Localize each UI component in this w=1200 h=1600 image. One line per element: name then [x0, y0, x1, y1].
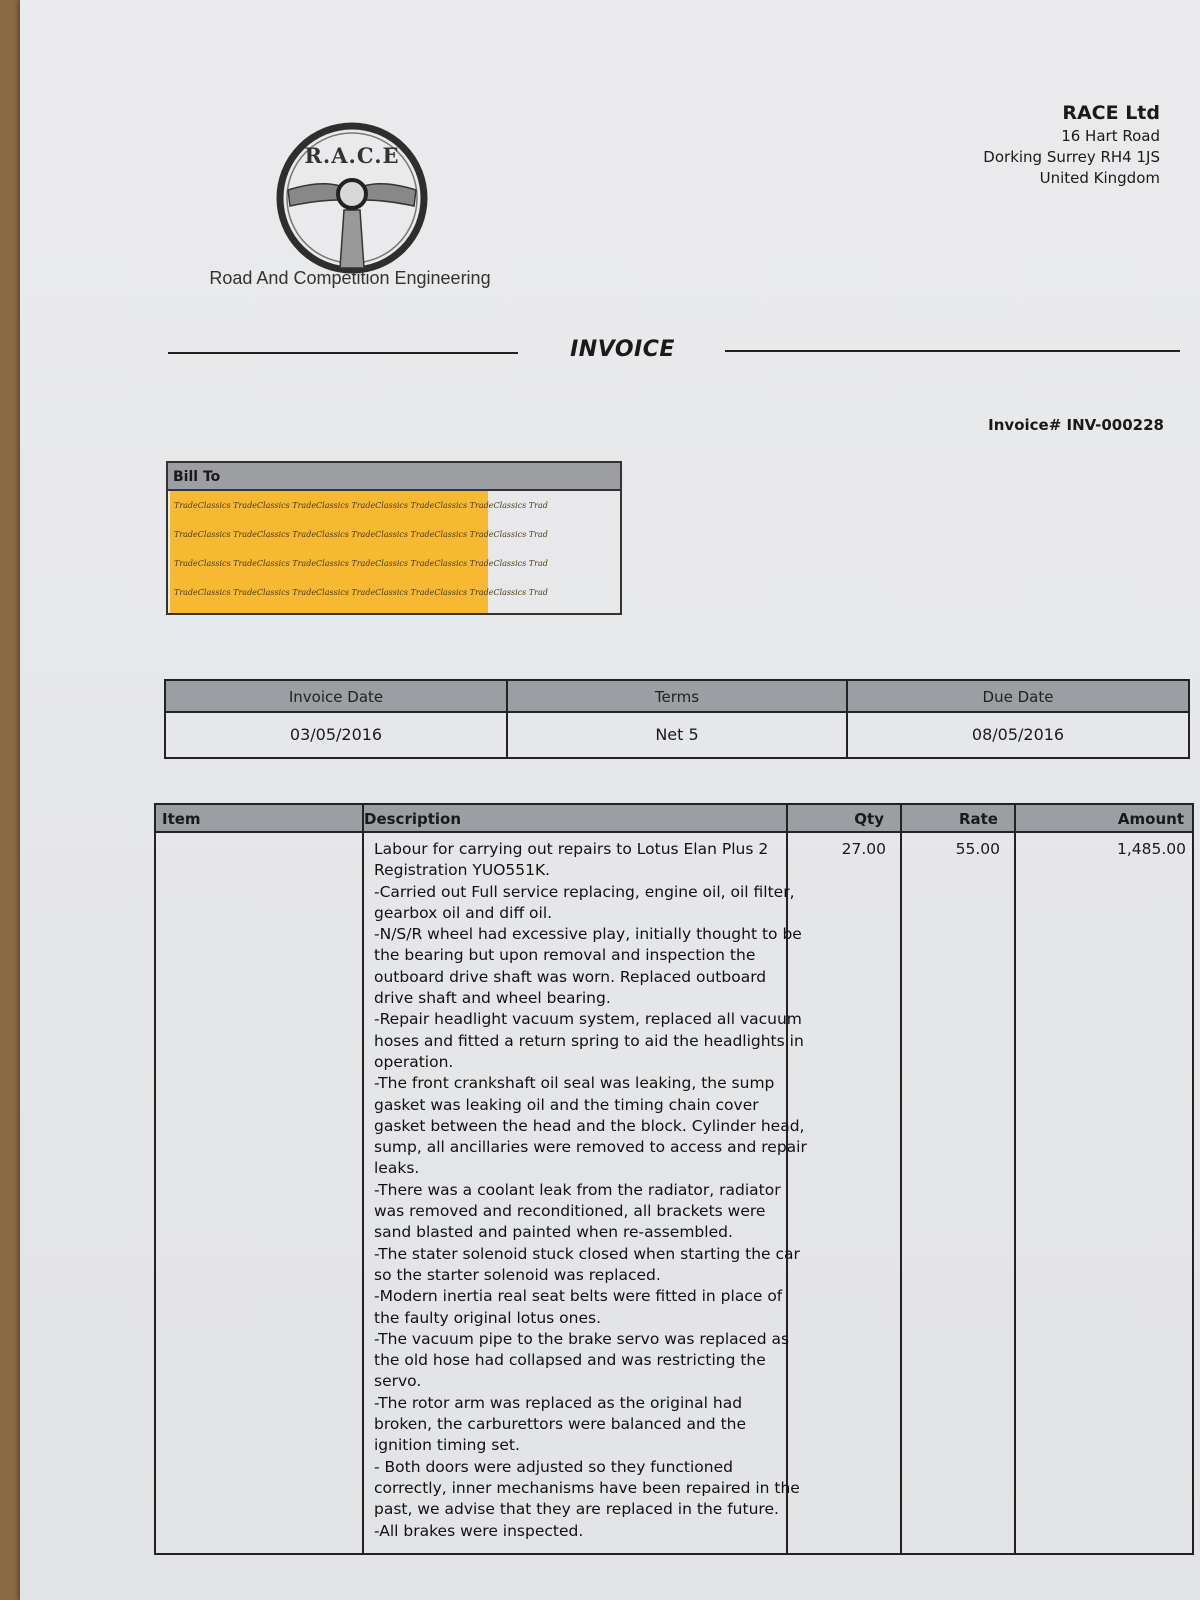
address-line-3: United Kingdom	[1039, 169, 1160, 187]
title-rule-left	[168, 352, 518, 354]
terms-header: Terms	[506, 681, 846, 713]
rate-column-header: Rate	[958, 810, 998, 828]
description-line: -All brakes were inspected.	[374, 1521, 584, 1540]
rate-value: 55.00	[955, 840, 1000, 858]
invoice-page	[20, 0, 1200, 1600]
description-line: -The rotor arm was replaced as the original had	[374, 1393, 743, 1412]
description-line: -Carried out Full service replacing, engine oil, oil filter,	[374, 882, 795, 901]
description-line: -The vacuum pipe to the brake servo was replaced as	[374, 1329, 790, 1348]
redaction-text: TradeClassics TradeClassics TradeClassics TradeClassics TradeClassics TradeClassics Trad	[174, 559, 548, 568]
bill-to-label: Bill To	[168, 463, 620, 491]
company-address-block	[840, 100, 1160, 189]
invoice-date-value: 03/05/2016	[289, 725, 383, 744]
description-line: -Modern inertia real seat belts were fitted in place of	[374, 1287, 783, 1306]
description-line: Registration YUO551K.	[374, 861, 551, 880]
description-line: -N/S/R wheel had excessive play, initially thought to be	[374, 925, 802, 944]
invoice-dates-table	[164, 679, 1190, 759]
description-line: the bearing but upon removal and inspection the	[374, 946, 756, 965]
title-rule-right	[725, 350, 1180, 352]
description-line: so the starter solenoid was replaced.	[374, 1265, 661, 1284]
description-line: was removed and reconditioned, all brackets were	[374, 1202, 766, 1221]
description-line: ignition timing set.	[374, 1436, 520, 1455]
description-line: hoses and fitted a return spring to aid the headlights in	[374, 1031, 804, 1050]
description-line: the old hose had collapsed and was restricting the	[374, 1351, 766, 1370]
line-items-table	[154, 803, 1194, 1555]
description-line: -There was a coolant leak from the radiator, radiator	[374, 1180, 781, 1199]
description-line: correctly, inner mechanisms have been repaired in the	[374, 1478, 800, 1497]
invoice-date-header: Invoice Date	[166, 681, 506, 713]
description-line: the faulty original lotus ones.	[374, 1308, 602, 1327]
address-line-2: Dorking Surrey RH4 1JS	[983, 148, 1160, 166]
description-line: -The front crankshaft oil seal was leaking, the sump	[374, 1074, 775, 1093]
description-line: sump, all ancillaries were removed to access and repair	[374, 1138, 807, 1157]
description-line: broken, the carburettors were balanced and the	[374, 1415, 747, 1434]
due-date-header: Due Date	[846, 681, 1188, 713]
description-line: gasket was leaking oil and the timing chain cover	[374, 1095, 759, 1114]
column-divider	[1014, 805, 1016, 1553]
description-line: sand blasted and painted when re-assembled.	[374, 1223, 733, 1242]
qty-value: 27.00	[841, 840, 886, 858]
description-line: gasket between the head and the block. Cylinder head,	[374, 1116, 805, 1135]
bill-to-box	[166, 461, 622, 615]
redaction-overlay	[170, 491, 548, 613]
line-items-header	[156, 805, 1192, 833]
terms-value: Net 5	[506, 713, 846, 757]
amount-value: 1,485.00	[1116, 840, 1186, 858]
invoice-number: Invoice# INV-000228	[988, 416, 1164, 434]
description-line: operation.	[374, 1052, 454, 1071]
redaction-text: TradeClassics TradeClassics TradeClassics TradeClassics TradeClassics TradeClassics Trad	[174, 530, 548, 539]
item-column-header: Item	[162, 810, 201, 828]
amount-column-header: Amount	[1117, 810, 1184, 828]
redaction-text: TradeClassics TradeClassics TradeClassics TradeClassics TradeClassics TradeClassics Trad	[174, 501, 548, 510]
logo-tagline: Road And Competition Engineering	[209, 268, 491, 288]
description-line: past, we advise that they are replaced in the future.	[374, 1500, 779, 1519]
description-line: Labour for carrying out repairs to Lotus Elan Plus 2	[374, 840, 769, 858]
description-line: - Both doors were adjusted so they functioned	[374, 1457, 733, 1476]
description-line: outboard drive shaft was worn. Replaced outboard	[374, 967, 767, 986]
company-name: RACE Ltd	[1062, 102, 1160, 124]
description-line: servo.	[374, 1372, 422, 1391]
description-line: gearbox oil and diff oil.	[374, 903, 553, 922]
description-line: -The stater solenoid stuck closed when starting the car	[374, 1244, 800, 1263]
logo-name: R.A.C.E	[304, 143, 400, 168]
column-divider	[362, 805, 364, 1553]
qty-column-header: Qty	[854, 810, 884, 828]
description-line: leaks.	[374, 1159, 420, 1178]
due-date-value: 08/05/2016	[846, 713, 1188, 757]
redaction-text: TradeClassics TradeClassics TradeClassics TradeClassics TradeClassics TradeClassics Trad	[174, 588, 548, 597]
address-line-1: 16 Hart Road	[1061, 127, 1160, 145]
description-line: drive shaft and wheel bearing.	[374, 989, 611, 1008]
item-description	[374, 839, 807, 1542]
column-divider	[900, 805, 902, 1553]
invoice-title: INVOICE	[570, 337, 675, 362]
description-column-header: Description	[364, 810, 462, 828]
description-line: -Repair headlight vacuum system, replaced all vacuum	[374, 1010, 802, 1029]
